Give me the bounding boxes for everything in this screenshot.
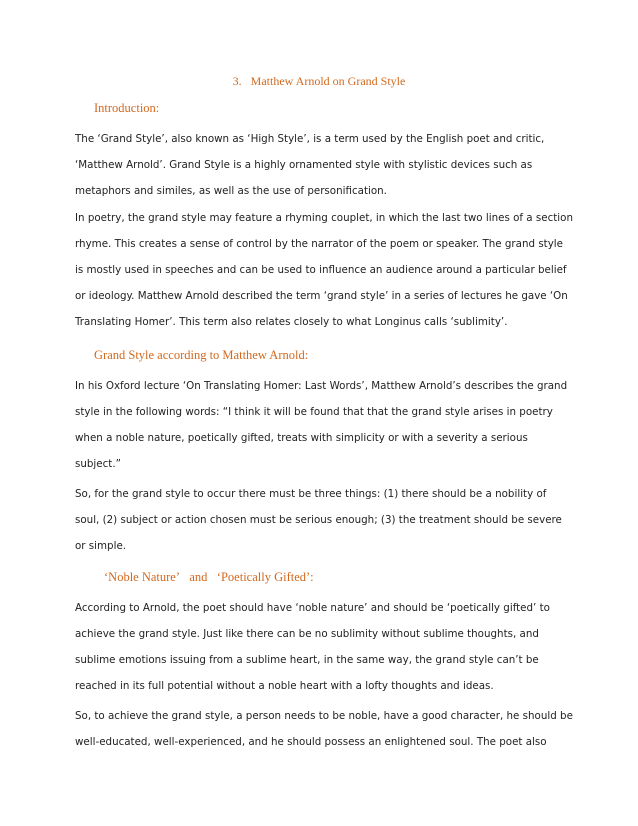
paragraph: [75, 703, 575, 755]
text-line: reached in its full potential without a noble heart with a lofty thoughts and ideas.: [75, 680, 494, 692]
text-line: or ideology. Matthew Arnold described the term ‘grand style’ in a series of lectures he gave ‘On: [75, 290, 568, 302]
text-line: or simple.: [75, 540, 127, 552]
text-line: when a noble nature, poetically gifted, treats with simplicity or with a severity a serious: [75, 432, 528, 444]
paragraph: [75, 373, 575, 477]
text-line: rhyme. This creates a sense of control by the narrator of the poem or speaker. The grand style: [75, 238, 564, 250]
paragraph: [75, 481, 575, 559]
paragraph: [75, 126, 575, 204]
text-line: achieve the grand style. Just like there can be no sublimity without sublime thoughts, and: [75, 628, 539, 640]
text-line: ‘Matthew Arnold’. Grand Style is a highly ornamented style with stylistic devices such as: [75, 159, 533, 171]
text-line: In his Oxford lecture ‘On Translating Homer: Last Words’, Matthew Arnold’s describes the grand: [75, 380, 568, 392]
text-line: metaphors and similes, as well as the use of personification.: [75, 185, 387, 197]
text-line: style in the following words: “I think it will be found that that the grand style arises in poetry: [75, 406, 553, 418]
text-line: is mostly used in speeches and can be used to influence an audience around a particular belief: [75, 264, 567, 276]
text-line: sublime emotions issuing from a sublime heart, in the same way, the grand style can’t be: [75, 654, 539, 666]
text-line: soul, (2) subject or action chosen must be serious enough; (3) the treatment should be severe: [75, 514, 562, 526]
text-line: well-educated, well-experienced, and he should possess an enlightened soul. The poet also: [75, 736, 547, 748]
section-heading-grand-style: Grand Style according to Matthew Arnold:: [94, 348, 309, 362]
text-line: subject.”: [75, 458, 121, 470]
text-line: So, for the grand style to occur there must be three things: (1) there should be a nobility of: [75, 488, 547, 500]
document-title: 3. Matthew Arnold on Grand Style: [232, 74, 406, 88]
text-line: In poetry, the grand style may feature a rhyming couplet, in which the last two lines of a section: [75, 212, 573, 224]
section-heading-introduction: Introduction:: [94, 101, 160, 115]
section-heading-noble-nature: ‘Noble Nature’ and ‘Poetically Gifted’:: [104, 570, 314, 584]
text-line: The ‘Grand Style’, also known as ‘High Style’, is a term used by the English poet and critic,: [75, 133, 545, 145]
text-line: Translating Homer’. This term also relates closely to what Longinus calls ‘sublimity’.: [75, 316, 508, 328]
text-line: So, to achieve the grand style, a person needs to be noble, have a good character, he should be: [75, 710, 573, 722]
paragraph: [75, 205, 575, 335]
paragraph: [75, 595, 575, 699]
text-line: According to Arnold, the poet should have ‘noble nature’ and should be ‘poetically gifted’ to: [75, 602, 550, 614]
